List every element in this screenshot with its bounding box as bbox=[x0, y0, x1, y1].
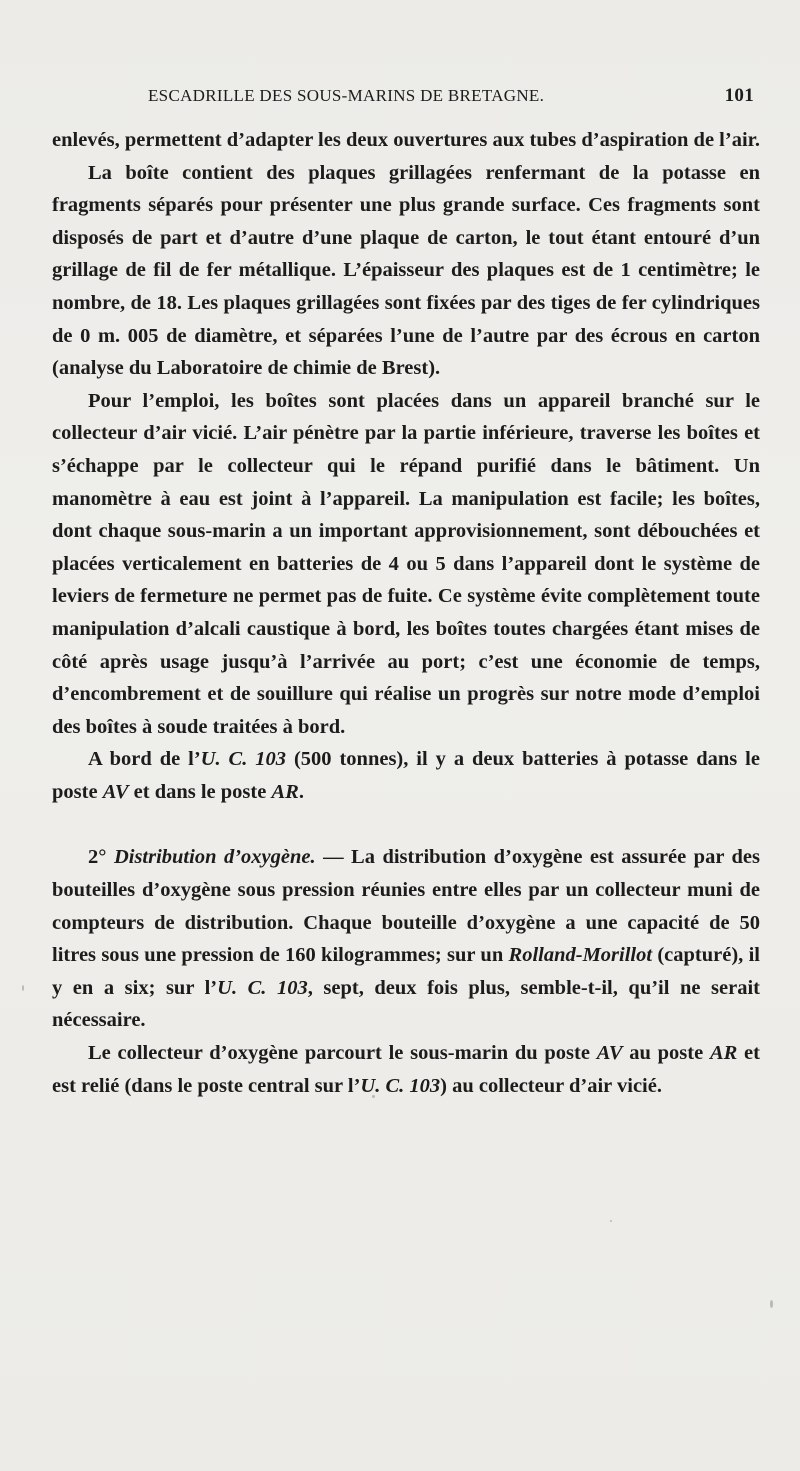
paragraph bbox=[52, 1037, 760, 1102]
scan-speck bbox=[770, 1300, 773, 1308]
scan-speck bbox=[22, 985, 24, 991]
text-run: . bbox=[298, 780, 304, 803]
paragraph bbox=[52, 385, 760, 744]
text-run: au poste bbox=[622, 1042, 710, 1065]
running-title: ESCADRILLE DES SOUS-MARINS DE BRETAGNE. bbox=[148, 86, 545, 105]
italic-run: AR bbox=[271, 780, 299, 803]
text-run: La boîte contient des plaques grillagées renfermant de la potasse en fragments séparés pour présenter une plus grande surface. Ces fragments sont disposés de part et d’autre d’une plaque de carton, le tout étant entouré d’un grillage de fil de fer métallique. L’épaisseur des plaques est de 1 centimètre; le nombre, de 18. Les plaques grillagées sont fixées par des tiges de fer cylindriques de 0 m. 005 de diamètre, et séparées l’une de l’autre par des écrous en carton (analyse du Laboratoire de chimie de Brest). bbox=[52, 161, 760, 380]
text-run: A bord de l’ bbox=[88, 748, 201, 771]
italic-run: Distribution d’oxygène. bbox=[113, 846, 316, 869]
italic-run: U. C. 103 bbox=[217, 976, 308, 999]
paragraph bbox=[52, 841, 760, 1037]
italic-run: Rolland-Morillot bbox=[508, 944, 653, 967]
text-run: Le collecteur d’oxygène parcourt le sous-marin du poste bbox=[88, 1042, 597, 1065]
text-run: et est relié (dans le poste central sur l’ bbox=[52, 1042, 760, 1097]
text-run: (capturé), il y en a six; sur l’ bbox=[52, 944, 760, 999]
scan-speck bbox=[610, 1220, 612, 1222]
text-run: enlevés, permettent d’adapter les deux ouvertures aux tubes d’aspiration de l’air. bbox=[52, 129, 760, 151]
text-run: et dans le poste bbox=[128, 780, 272, 803]
paragraph bbox=[52, 743, 760, 808]
text-run: (500 tonnes), il y a deux batteries à potasse dans le poste bbox=[52, 748, 760, 803]
italic-run: U. C. 103 bbox=[360, 1074, 441, 1097]
paragraph bbox=[52, 124, 760, 157]
text-run: , sept, deux fois plus, semble-t-il, qu’il ne serait nécessaire. bbox=[52, 976, 760, 1032]
italic-run: AR bbox=[709, 1042, 738, 1065]
italic-run: AV bbox=[102, 780, 129, 803]
page-number: 101 bbox=[724, 85, 754, 106]
text-run: ) au collecteur d’air vicié. bbox=[440, 1074, 662, 1097]
italic-run: U. C. 103 bbox=[200, 748, 287, 771]
text-run: — La distribution d’oxygène est assurée par des bouteilles d’oxygène sous pression réunies entre elles par un collecteur muni de compteurs de distribution. Chaque bouteille d’oxygène a une capacité de 50 litres sous une pression de 160 kilogrammes; sur un bbox=[52, 846, 760, 967]
paragraph bbox=[52, 157, 760, 385]
page-header bbox=[148, 86, 760, 116]
body-text bbox=[52, 124, 760, 1102]
text-run: Pour l’emploi, les boîtes sont placées dans un appareil branché sur le collecteur d’air vicié. L’air pénètre par la partie inférieure, traverse les boîtes et s’échappe par le collecteur qui le répand purifié dans le bâtiment. Un manomètre à eau est joint à l’appareil. La manipulation est facile; les boîtes, dont chaque sous-marin a un important approvisionnement, sont débouchées et placées verticalement en batteries de 4 ou 5 dans l’appareil dont le système de leviers de fermeture ne permet pas de fuite. Ce système évite complètement toute manipulation d’alcali caustique à bord, les boîtes toutes chargées étant mises de côté après usage jusqu’à l’arrivée au port; c’est une économie de temps, d’encombrement et de souillure qui réalise un progrès sur notre mode d’emploi des boîtes à soude traitées à bord. bbox=[52, 389, 760, 738]
text-run: 2° bbox=[88, 846, 114, 869]
italic-run: AV bbox=[596, 1042, 623, 1065]
